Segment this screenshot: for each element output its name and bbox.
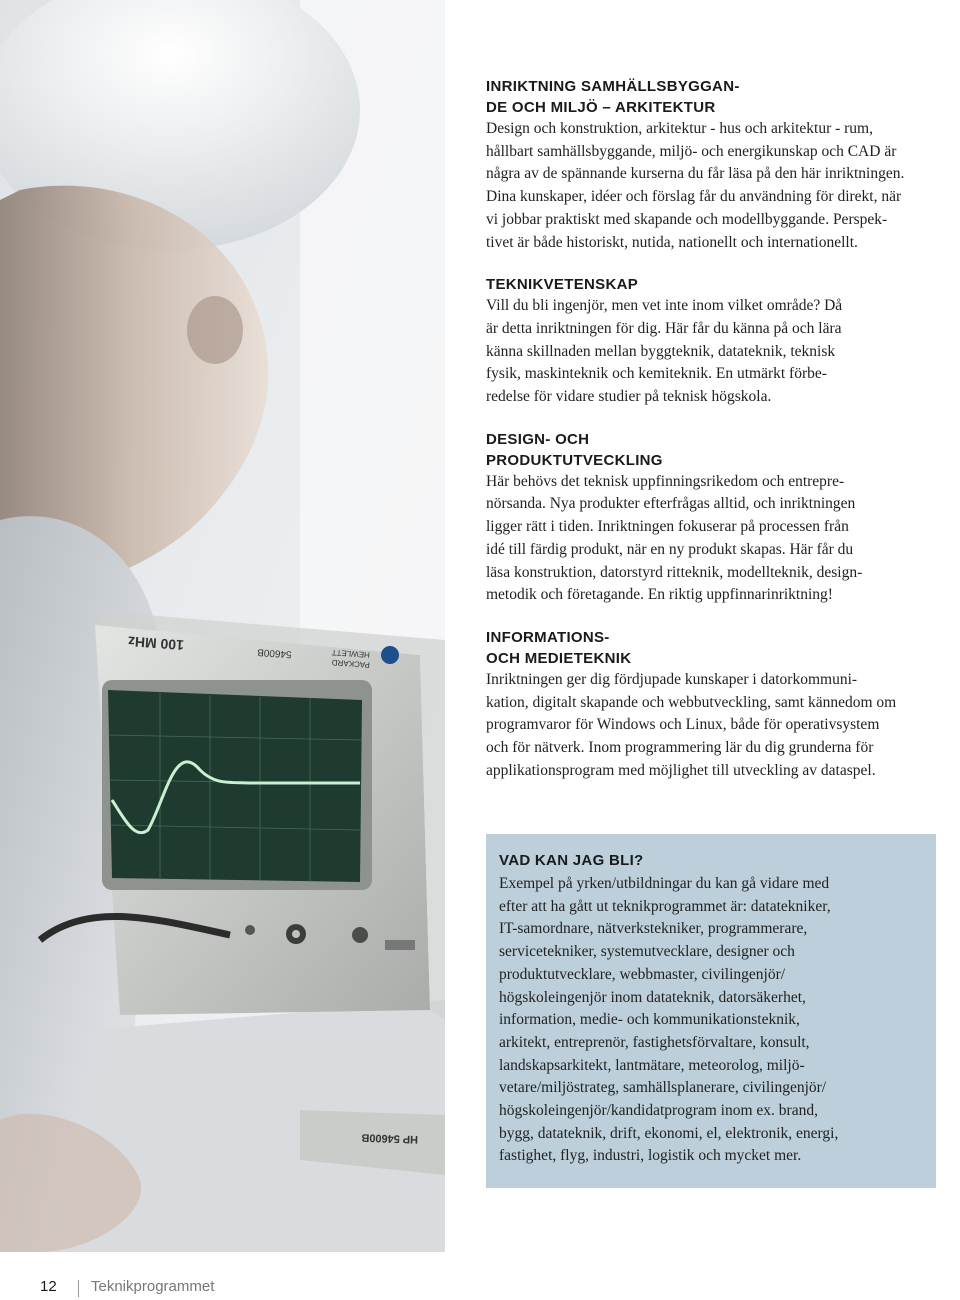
footer-divider	[78, 1280, 79, 1297]
page-footer	[0, 1278, 960, 1300]
scope-frequency-label: 100 MHz	[127, 633, 185, 654]
section-body: Inriktningen ger dig fördjupade kunskaper i datorkommuni- kation, digitalt skapande och webbutveckling, samt kännedom om programvaror för Windows och Linux, både för operativsystem och för nätverk. Inom programmering lär du dig grunderna för applikationsprogram med möjlighet till utveckling av dataspel.	[486, 670, 897, 779]
callout-heading: VAD KAN JAG BLI?	[499, 852, 644, 869]
section-heading: INFORMATIONS- OCH MEDIETEKNIK	[486, 628, 632, 667]
section-heading: INRIKTNING SAMHÄLLSBYGGAN- DE OCH MILJÖ – ARKITEKTUR	[486, 78, 740, 116]
scope-model-label: 54600B	[256, 646, 293, 660]
section-design-produktutveckling	[486, 429, 936, 607]
section-heading: DESIGN- OCH PRODUKTUTVECKLING	[486, 430, 663, 469]
page-number: 12	[40, 1278, 57, 1295]
section-heading: TEKNIKVETENSKAP	[486, 276, 639, 294]
scope-brand-line-1: HEWLETT	[331, 647, 371, 660]
base-device-label: HP 54600B	[361, 1131, 419, 1146]
scope-brand-line-2: PACKARD	[331, 657, 371, 670]
section-body: Vill du bli ingenjör, men vet inte inom vilket område? Då är detta inriktningen för dig. Här får du känna på och lära känna skillnaden mellan byggteknik, datateknik, teknisk fysik, maskinteknik och kemiteknik. En utmärkt förbe- redelse för vidare studier på teknisk högskola.	[486, 297, 843, 406]
hp-logo-icon	[381, 646, 399, 664]
career-callout-box	[486, 834, 936, 1188]
article-column	[486, 76, 936, 802]
section-samhallsbyggande	[486, 76, 936, 254]
callout-body: Exempel på yrken/utbildningar du kan gå vidare med efter att ha gått ut teknikprogrammet är: datatekniker, IT-samordnare, nätverkstekniker, programmerare, servicetekniker, systemutvecklare, designer och produktutvecklare, webbmaster, civilingenjör/ högskoleingenjör inom datateknik, datorsäkerhet, information, medie- och kommunikationsteknik, arkitekt, entreprenör, fastighetsförvaltare, konsult, landskapsarkitekt, lantmätare, meteorolog, miljö- vetare/miljöstrateg, samhällsplanerare, civilingenjör/ högskoleingenjör/kandidatprogram inom ex. brand, bygg, datateknik, drift, ekonomi, el, elektronik, energi, fastighet, flyg, industri, logistik och mycket mer.	[499, 875, 839, 1165]
photo-student-oscilloscope	[0, 0, 445, 1252]
running-title: Teknikprogrammet	[91, 1278, 215, 1295]
section-body: Design och konstruktion, arkitektur - hus och arkitektur - rum, hållbart samhällsbyggande, miljö- och energikunskap och CAD är några av de spännande kurserna du får läsa på den här inriktningen. Dina kunskaper, idéer och förslag får du användning för direkt, när vi jobbar praktiskt med skapande och modellbyggande. Perspek- tivet är både historiskt, nutida, nationellt och internationellt.	[486, 120, 905, 251]
section-body: Här behövs det teknisk uppfinningsrikedom och entrepre- nörsanda. Nya produkter efterfrågas alltid, och inriktningen ligger rätt i tiden. Inriktningen fokuserar på processen från idé till färdig produkt, när en ny produkt skapas. Här får du läsa konstruktion, datorstyrd ritteknik, modellteknik, design- metodik och företagande. En riktig uppfinnarinriktning!	[486, 472, 863, 604]
scope-screen	[108, 690, 362, 882]
section-teknikvetenskap	[486, 274, 936, 409]
section-informations-medieteknik	[486, 627, 936, 783]
photo-illustration	[0, 0, 445, 1252]
